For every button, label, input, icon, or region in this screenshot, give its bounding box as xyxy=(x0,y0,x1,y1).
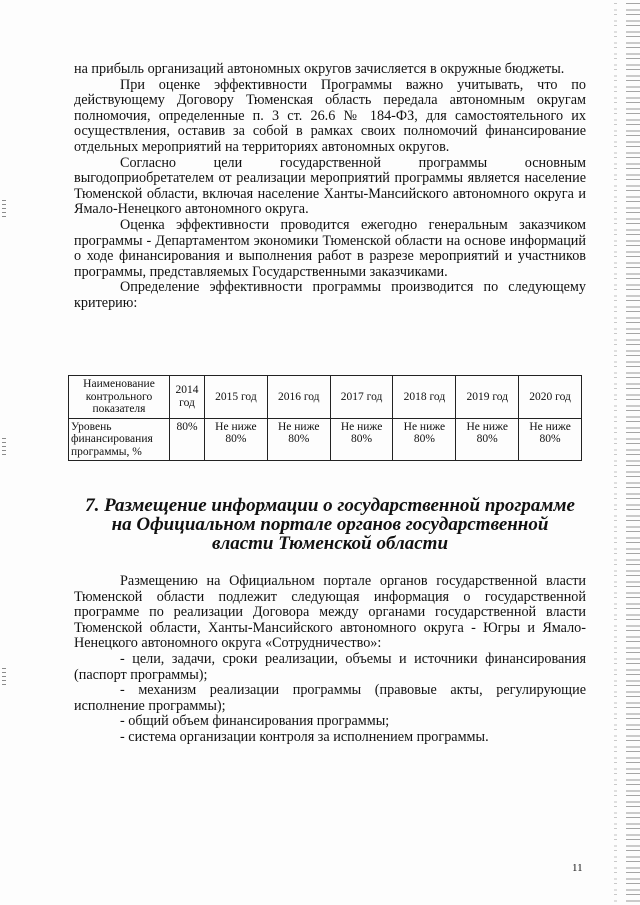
section-paragraph: Размещению на Официальном портале органов государственной власти Тюменской области подлежит следующая информация о государственной программе по реализации Договора между органами государственной власти Тюменской области, Ханты-Мансийского автономного округа - Югры и Ямало-Ненецкого автономного округа «Сотрудничество»: xyxy=(74,573,586,652)
intro-paragraph-3: Согласно цели государственной программы основным выгодоприобретателем от реализации мероприятий программы является население Тюменской области, включая население Ханты-Мансийского автономного округа и Ямало-Ненецкого автономного округа. xyxy=(74,154,586,218)
table-header-cell: 2014 год xyxy=(170,376,205,419)
table-header-cell: 2020 год xyxy=(519,376,582,419)
table-cell: Не ниже 80% xyxy=(330,418,393,461)
table-header-cell: 2019 год xyxy=(456,376,519,419)
table-row-label: Уровень финансирования программы, % xyxy=(69,418,170,461)
section-heading-line-2: на Официальном портале органов государственной xyxy=(111,514,549,535)
scan-edge-mark xyxy=(2,200,6,218)
list-item: - система организации контроля за исполнением программы. xyxy=(120,728,489,745)
table-header-cell: Наименование контрольного показателя xyxy=(69,376,170,419)
section-heading-line-1: 7. Размещение информации о государственной программе xyxy=(85,495,575,516)
table-header-row xyxy=(69,376,582,419)
table-row xyxy=(69,418,582,461)
table-header-cell: 2018 год xyxy=(393,376,456,419)
list-item: - общий объем финансирования программы; xyxy=(120,713,390,730)
section-body xyxy=(74,574,586,746)
intro-paragraph-4: Оценка эффективности проводится ежегодно генеральным заказчиком программы - Департаментом экономики Тюменской области на основе информаций о ходе финансирования и выполнения работ в разрезе мероприятий и участников программы, представляемых Государственными заказчиками. xyxy=(74,216,586,280)
intro-paragraph-5: Определение эффективности программы производится по следующему критерию: xyxy=(74,279,586,311)
table-cell: 80% xyxy=(170,418,205,461)
table-cell: Не ниже 80% xyxy=(393,418,456,461)
section-heading-line-3: власти Тюменской области xyxy=(211,533,449,554)
intro-text xyxy=(74,62,586,312)
intro-paragraph-1: на прибыль организаций автономных округов зачисляется в окружные бюджеты. xyxy=(74,61,565,77)
table-header-cell: 2017 год xyxy=(330,376,393,419)
table-cell: Не ниже 80% xyxy=(456,418,519,461)
scan-edge-noise xyxy=(614,0,617,905)
page-number: 11 xyxy=(572,862,583,874)
table-cell: Не ниже 80% xyxy=(205,418,268,461)
efficiency-criteria-table xyxy=(68,375,582,461)
table-cell: Не ниже 80% xyxy=(519,418,582,461)
scan-edge-noise xyxy=(626,0,640,905)
list-item: - цели, задачи, сроки реализации, объемы и источники финансирования (паспорт программы); xyxy=(74,650,586,683)
intro-paragraph-2: При оценке эффективности Программы важно учитывать, что по действующему Договору Тюменская область передала автономным округам полномочия, определенные п. 3 ст. 26.6 № 184-ФЗ, для самостоятельного их осуществления, оставив за собой в рамках своих полномочий финансирование отдельных мероприятий на территориях автономных округов. xyxy=(74,76,586,155)
table-cell: Не ниже 80% xyxy=(267,418,330,461)
table-header-cell: 2016 год xyxy=(267,376,330,419)
section-heading xyxy=(70,496,590,553)
list-item: - механизм реализации программы (правовые акты, регулирующие исполнение программы); xyxy=(74,682,586,714)
scan-edge-mark xyxy=(2,438,6,456)
scan-edge-mark xyxy=(2,668,6,686)
table-header-cell: 2015 год xyxy=(205,376,268,419)
